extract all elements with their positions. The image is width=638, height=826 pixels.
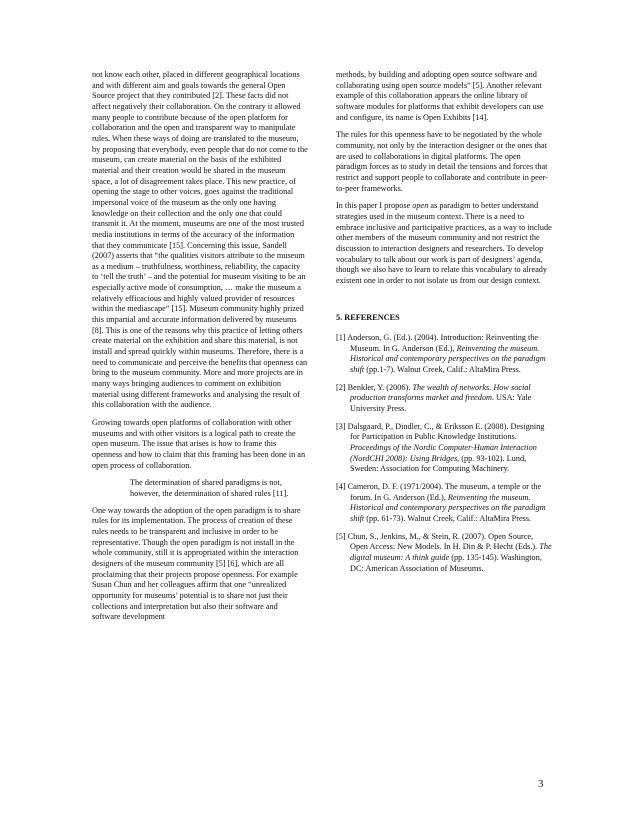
- reference-title: Proceedings of the Nordic Computer-Human Interaction (NordCHI 2008): Using Bridges: [350, 443, 537, 463]
- reference-text: [1] Anderson, G. (Ed.). (2004). Introduction: Reinventing the Museum. In G. Anderson (Ed.),: [336, 333, 539, 353]
- body-paragraph: [336, 201, 552, 286]
- body-paragraph: Growing towards open platforms of collaboration with other museums and with other visitors is a logical path to create the open museum. The issue that arises is how to frame this openness and how to claim that this framing has been done in an open process of collaboration.: [92, 418, 306, 470]
- reference-title: The digital museum: A think guide: [350, 542, 552, 562]
- emphasis: open: [412, 201, 429, 211]
- reference-item: [336, 383, 552, 415]
- reference-title: Reinventing the museum. Historical and contemporary perspectives on the paradigm shift: [350, 343, 546, 375]
- references-list: [336, 333, 552, 574]
- body-paragraph: The rules for this openness have to be negotiated by the whole community, not only by the interaction designer or the ones that are used to collaborations in digital platforms. The open paradigm forces as to study in detail the tensions and forces that restrict and support people to collaborate and contribute in peer-to-peer frameworks.: [336, 130, 548, 193]
- reference-text: [2] Benkler, Y. (2006).: [336, 382, 413, 392]
- reference-item: [336, 422, 552, 475]
- right-column: [336, 70, 552, 581]
- references-heading: 5. REFERENCES: [336, 313, 400, 323]
- left-column: [92, 70, 308, 630]
- reference-text: [3] Dalsgaard, P., Dindler, C., & Eriksson E. (2008). Designing for Participation in Public Knowledge Institutions.: [336, 421, 545, 442]
- reference-text: (pp.1-7). Walnut Creek, Calif.: AltaMira Press.: [364, 365, 521, 375]
- body-paragraph: not know each other, placed in different geographical locations and with different aim and goals towards the general Open Source project that they contributed [2]. These facts did not affect negatively their collaboration. On the contrary it allowed many people to contribute because of the open platform for collaboration and the open and transparent way to manipulate rules. When these ways of doing are translated to the museum, by proposing that everybody, even people that do not come to the museum, can create material on the basis of the exhibited material and their creation would be shared in the museum space, a lot of disagreement takes place. This new practice, of opening the stage to other voices, goes against the traditional impersonal voice of the museum as the only one having knowledge on their collection and the only one that could transmit it. At the moment, museums are one of the most trusted media institutions in terms of the accuracy of the information that they communicate [15]. Concerning this issue, Sandell (2007) asserts that “the qualities visitors attribute to the museum as a medium – truthfulness, worthiness, reliability, the capacity to ‘tell the truth’ – and the potential for museum visiting to be an especially active mode of consumption, … make the museum a relatively efficacious and highly valued provider of resources within the mediascape” [15]. Museum community highly prized this impartial and accurate information delivered by museums [8]. This is one of the reasons why this practice of letting others create material on the exhibition and share this material, is not install and spread quickly within museums. Therefore, there is a need to communicate and perceive the benefits that openness can bring to the museum community. More and more projects are in many ways bringing audiences to comment on exhibition material using different frameworks and analysing the result of this collaboration with the audience.: [92, 70, 308, 410]
- reference-text: [4] Cameron, D. F. (1971/2004). The museum, a temple or the forum. In G. Anderson (Ed.),: [336, 482, 542, 502]
- reference-item: [336, 482, 552, 525]
- reference-text: . USA: Yale University Press.: [350, 393, 532, 414]
- text-span: as paradigm to better understand strategies used in the museum context. There is a need to embrace inclusive and participative practices, as a way to include other members of the museum community and not restrict the discussion to interaction designers and researchers. To develop vocabulary to talk about our work is part of designers’ agenda, though we also have to learn to relate this vocabulary to already existent one in order to not isolate us from our design context.: [336, 201, 552, 285]
- page-number: 3: [538, 778, 544, 790]
- reference-title: The wealth of networks. How social production transforms market and freedom: [350, 382, 531, 403]
- reference-title: Reinventing the museum. Historical and contemporary perspectives on the paradigm shift: [350, 492, 546, 523]
- reference-text: , (pp. 93-102). Lund, Sweden: Association for Computing Machinery.: [350, 453, 527, 474]
- reference-item: [336, 333, 552, 376]
- block-quote: The determination of shared paradigms is not, however, the determination of shared rules [11].: [130, 478, 289, 498]
- reference-text: [5] Chun, S., Jenkins, M., & Stein, R. (2007). Open Source, Open Access: New Models. In H. Din & P. Hecht (Eds.).: [336, 531, 540, 552]
- text-span: In this paper I propose: [336, 201, 413, 211]
- reference-item: [336, 532, 552, 575]
- body-paragraph: methods, by building and adopting open source software and collaborating using open source models” [5]. Another relevant example of this collaboration appears the online library of software modules for platforms that exhibit developers can use and configure, its name is Open Exhibits [14].: [336, 70, 544, 122]
- body-paragraph: One way towards the adoption of the open paradigm is to share rules for its implementation. The process of creation of these rules needs to be transparent and inclusive in order to be representative. Though the open paradigm is not install in the whole community, still it is appropriated within the interaction designers of the museum community [5] [6], which are all proclaiming that their projects propose openness. For example Susan Chun and her colleagues affirm that one “unrealized opportunity for museums’ potential is to share not just their collections and interpretation but also their software and software development: [92, 505, 301, 622]
- reference-text: (pp. 61-73). Walnut Creek, Calif.: AltaMira Press.: [364, 513, 532, 523]
- reference-text: (pp. 135-145). Washington, DC: American Association of Museums.: [350, 552, 542, 573]
